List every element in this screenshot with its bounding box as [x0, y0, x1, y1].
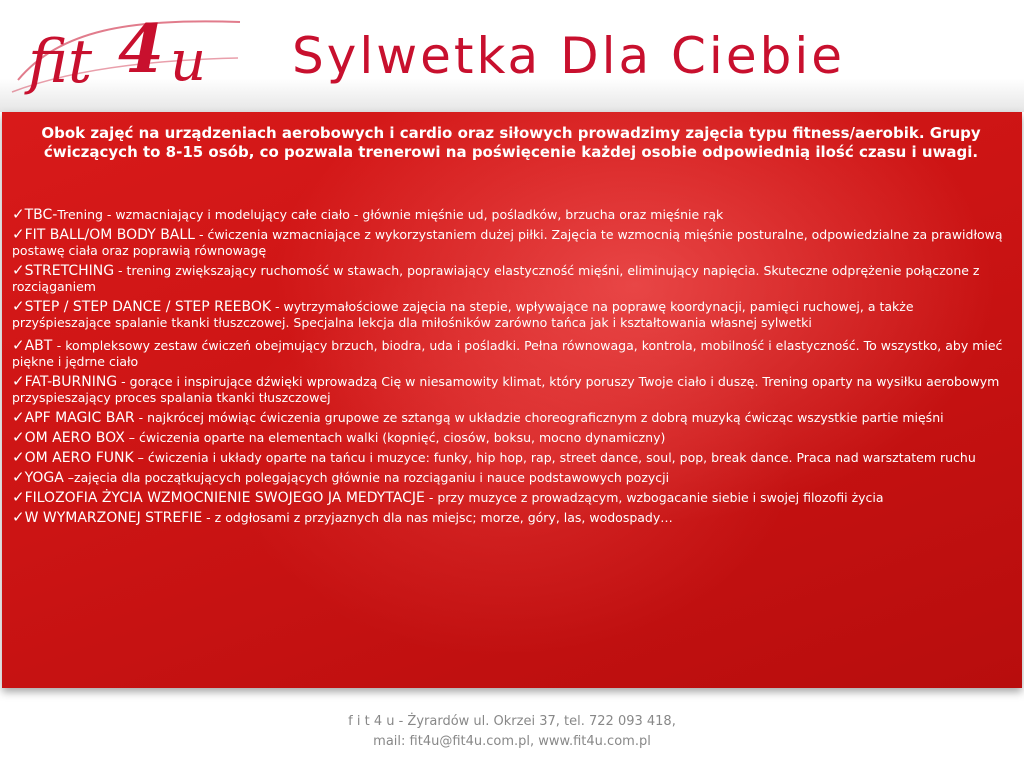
class-description: - najkrócej mówiąc ćwiczenia grupowe ze sztangą w układzie choreograficznym z dobrą muzyką ćwicząc wszystkie partie mięśni: [134, 410, 944, 425]
class-description: - ćwiczenia wzmacniające z wykorzystaniem dużej piłki. Zajęcia te wzmocnią mięśnie posturalne, odpowiedzialne za prawidłową postawę ciała oraz poprawią równowagę: [12, 227, 1003, 258]
class-description: –zajęcia dla początkujących polegających głównie na rozciąganiu i nauce podstawowych pozycji: [63, 470, 670, 485]
checkmark-icon: ✓: [12, 225, 25, 243]
fit4u-logo: [0, 0, 260, 105]
page-title: Sylwetka Dla Ciebie: [292, 27, 845, 85]
class-description: - wytrzymałościowe zajęcia na stepie, wpływające na poprawę koordynacji, pamięci ruchowej, a także przyśpieszające spalanie tkanki tłuszczowej. Specjalna lekcja dla miłośników zarówno tańca jak i kształtowania własnej sylwetki: [12, 299, 914, 330]
class-name: OM AERO FUNK: [24, 450, 134, 466]
class-name: TBC-: [24, 207, 58, 223]
svg-text:4: 4: [118, 10, 164, 88]
checkmark-icon: ✓: [12, 372, 25, 390]
checkmark-icon: ✓: [12, 448, 25, 466]
checkmark-icon: ✓: [12, 488, 25, 506]
class-name: STRETCHING: [24, 263, 115, 279]
list-item: [12, 206, 1010, 223]
class-name: OM AERO BOX: [24, 430, 125, 446]
checkmark-icon: ✓: [12, 336, 25, 354]
class-name: W WYMARZONEJ STREFIE: [24, 510, 203, 526]
checkmark-icon: ✓: [12, 297, 25, 315]
class-description: - trening zwiększający ruchomość w stawach, poprawiający elastyczność mięśni, eliminujący napięcia. Skuteczne odprężenie połączone z rozciąganiem: [12, 263, 980, 294]
checkmark-icon: ✓: [12, 428, 25, 446]
class-description: - przy muzyce z prowadzącym, wzbogacanie siebie i swojej filozofii życia: [424, 490, 884, 505]
list-item: [12, 449, 1010, 466]
list-item: [12, 509, 1010, 526]
class-description: - kompleksowy zestaw ćwiczeń obejmujący brzuch, biodra, uda i pośladki. Pełna równowaga, kontrola, mobilność i elastyczność. To wszystko, aby mieć piękne i jędrne ciało: [12, 338, 1003, 369]
class-list: [12, 206, 1010, 529]
svg-text:u: u: [170, 29, 207, 94]
list-item: [12, 298, 1010, 331]
list-item: [12, 409, 1010, 426]
list-item: [12, 337, 1010, 370]
class-description: - z odgłosami z przyjaznych dla nas miejsc; morze, góry, las, wodospady…: [202, 510, 673, 525]
class-name: STEP / STEP DANCE / STEP REEBOK: [24, 299, 272, 315]
class-name: FILOZOFIA ŻYCIA WZMOCNIENIE SWOJEGO JA MEDYTACJE: [24, 490, 425, 506]
class-description: – ćwiczenia oparte na elementach walki (kopnięć, ciosów, boksu, mocno dynamiczny): [124, 430, 666, 445]
list-item: [12, 262, 1010, 295]
class-description: – ćwiczenia i układy oparte na tańcu i muzyce: funky, hip hop, rap, street dance, soul, pop, break dance. Praca nad warsztatem ruchu: [133, 450, 976, 465]
class-name: FIT BALL/OM BODY BALL: [24, 227, 195, 243]
intro-text: Obok zajęć na urządzeniach aerobowych i cardio oraz siłowych prowadzimy zajęcia typu fitness/aerobik. Grupy ćwiczących to 8-15 osób, co pozwala trenerowi na poświęcenie każdej osobie odpowiednią ilość czasu i uwagi.: [41, 124, 981, 161]
class-description: Trening - wzmacniający i modelujący całe ciało - głównie mięśnie ud, pośladków, brzucha oraz mięśnie rąk: [57, 207, 724, 222]
footer-contact: mail: fit4u@fit4u.com.pl, www.fit4u.com.pl: [373, 734, 651, 749]
class-name: APF MAGIC BAR: [24, 410, 135, 426]
class-description: - gorące i inspirujące dźwięki wprowadzą Cię w niesamowity klimat, który poruszy Twoje ciało i duszę. Trening oparty na wysiłku aerobowym przyspieszający proces spalania tkanki tłuszczowej: [12, 374, 1000, 405]
list-item: [12, 226, 1010, 259]
content-panel: [2, 112, 1022, 688]
header: [0, 0, 1024, 112]
checkmark-icon: ✓: [12, 261, 25, 279]
class-name: YOGA: [24, 470, 64, 486]
checkmark-icon: ✓: [12, 508, 25, 526]
class-name: FAT-BURNING: [24, 374, 118, 390]
checkmark-icon: ✓: [12, 468, 25, 486]
class-name: ABT: [24, 338, 57, 354]
footer: [0, 712, 1024, 752]
checkmark-icon: ✓: [12, 205, 25, 223]
footer-address: f i t 4 u - Żyrardów ul. Okrzei 37, tel. 722 093 418,: [348, 714, 676, 729]
checkmark-icon: ✓: [12, 408, 25, 426]
list-item: [12, 373, 1010, 406]
list-item: [12, 429, 1010, 446]
svg-text:fit: fit: [28, 27, 93, 97]
list-item: [12, 489, 1010, 506]
list-item: [12, 469, 1010, 486]
